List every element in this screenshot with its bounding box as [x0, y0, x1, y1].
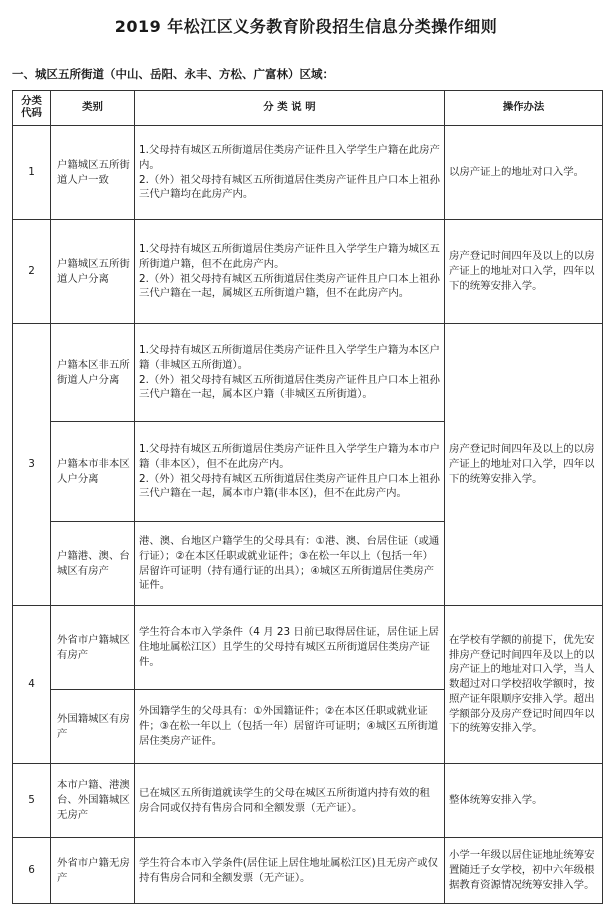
description-cell: [135, 422, 445, 522]
description-item: 学生符合本市入学条件（4 月 23 日前已取得居住证，居住证上居住地址属松江区）且学生的父母持有城区五所街道居住类房产证件。: [139, 626, 439, 668]
header-category: 类别: [51, 91, 135, 126]
category-cell: 外国籍城区有房产: [51, 690, 135, 764]
code-cell: 2: [13, 220, 51, 324]
operation-cell: 房产登记时间四年及以上的以房产证上的地址对口入学，四年以下的统筹安排入学。: [445, 220, 603, 324]
table-row: [13, 324, 603, 422]
header-operation: 操作办法: [445, 91, 603, 126]
document-title: 2019 年松江区义务教育阶段招生信息分类操作细则: [114, 17, 498, 36]
category-cell: 户籍港、澳、台城区有房产: [51, 522, 135, 606]
operation-cell: 整体统筹安排入学。: [445, 764, 603, 838]
operation-cell: 房产登记时间四年及以上的以房产证上的地址对口入学，四年以下的统筹安排入学。: [445, 324, 603, 606]
description-item: 1.父母持有城区五所街道居住类房产证件且入学学生户籍为本市户籍（非本区），但不在此房产内。: [139, 442, 440, 470]
description-item: 2.（外）祖父母持有城区五所街道居住类房产证件且户口本上祖孙三代户籍在一起，属本市户籍(非本区)，但不在此房产内。: [139, 472, 440, 500]
description-item: 2.（外）祖父母持有城区五所街道居住类房产证件且户口本上祖孙三代户籍在一起，属城区五所街道户籍，但不在此房产内。: [139, 272, 440, 300]
description-cell: [135, 220, 445, 324]
operation-cell: 在学校有学额的前提下，优先安排房产登记时间四年及以上的以房产证上的地址对口入学，当人数超过对口学校招收学额时，按照产证年限顺序安排入学。超出学额部分及房产登记时间四年以下的统筹安排入学。: [445, 606, 603, 764]
description-item: 学生符合本市入学条件(居住证上居住地址属松江区)且无房产或仅持有售房合同和全额发票（无产证）。: [139, 856, 439, 884]
table-row: [13, 126, 603, 220]
code-cell: 6: [13, 838, 51, 904]
description-item: 2.（外）祖父母持有城区五所街道居住类房产证件且户口本上祖孙三代户籍在一起，属本区户籍（非城区五所街道）。: [139, 373, 440, 401]
description-item: 1.父母持有城区五所街道居住类房产证件且入学学生户籍为城区五所街道户籍，但不在此房产内。: [139, 242, 440, 270]
code-cell: 4: [13, 606, 51, 764]
section-heading: 一、城区五所街道（中山、岳阳、永丰、方松、广富林）区域：: [12, 67, 334, 81]
description-item: 已在城区五所街道就读学生的父母在城区五所街道内持有效的租房合同或仅持有售房合同和全额发票（无产证）。: [139, 786, 430, 814]
operation-cell: 以房产证上的地址对口入学。: [445, 126, 603, 220]
operation-cell: 小学一年级以居住证地址统筹安置随迁子女学校，初中六年级根据教育资源情况统筹安排入学。: [445, 838, 603, 904]
description-item: 外国籍学生的父母具有：①外国籍证件；②在本区任职或就业证件；③在松一年以上（包括一年）居留许可证明；④城区五所街道居住类房产证件。: [139, 705, 439, 747]
category-cell: 外省市户籍城区有房产: [51, 606, 135, 690]
description-cell: [135, 606, 445, 690]
description-item: 2.（外）祖父母持有城区五所街道居住类房产证件且户口本上祖孙三代户籍均在此房产内。: [139, 173, 440, 201]
category-cell: 户籍本市非本区人户分离: [51, 422, 135, 522]
description-item: 港、澳、台地区户籍学生的父母具有：①港、澳、台居住证（或通行证）；②在本区任职或就业证件；③在松一年以上（包括一年）居留许可证明（持有通行证的出具）；④城区五所街道居住类房产证件。: [139, 534, 440, 592]
description-item: 1.父母持有城区五所街道居住类房产证件且入学学生户籍为本区户籍（非城区五所街道）。: [139, 343, 440, 371]
description-cell: [135, 522, 445, 606]
category-cell: 户籍城区五所街道人户分离: [51, 220, 135, 324]
table-row: [13, 220, 603, 324]
category-cell: 本市户籍、港澳台、外国籍城区无房产: [51, 764, 135, 838]
table-row: [13, 764, 603, 838]
description-cell: [135, 838, 445, 904]
header-description: 分 类 说 明: [135, 91, 445, 126]
header-code: 分类代码: [13, 91, 51, 126]
code-cell: 1: [13, 126, 51, 220]
category-cell: 外省市户籍无房产: [51, 838, 135, 904]
table-row: [13, 838, 603, 904]
category-cell: 户籍城区五所街道人户一致: [51, 126, 135, 220]
code-cell: 5: [13, 764, 51, 838]
description-cell: [135, 324, 445, 422]
table-row: [13, 606, 603, 690]
description-cell: [135, 126, 445, 220]
description-cell: [135, 690, 445, 764]
description-cell: [135, 764, 445, 838]
category-cell: 户籍本区非五所街道人户分离: [51, 324, 135, 422]
table-header-row: [13, 91, 603, 126]
description-item: 1.父母持有城区五所街道居住类房产证件且入学学生户籍在此房产内。: [139, 143, 440, 171]
code-cell: 3: [13, 324, 51, 606]
classification-table: [12, 90, 603, 904]
